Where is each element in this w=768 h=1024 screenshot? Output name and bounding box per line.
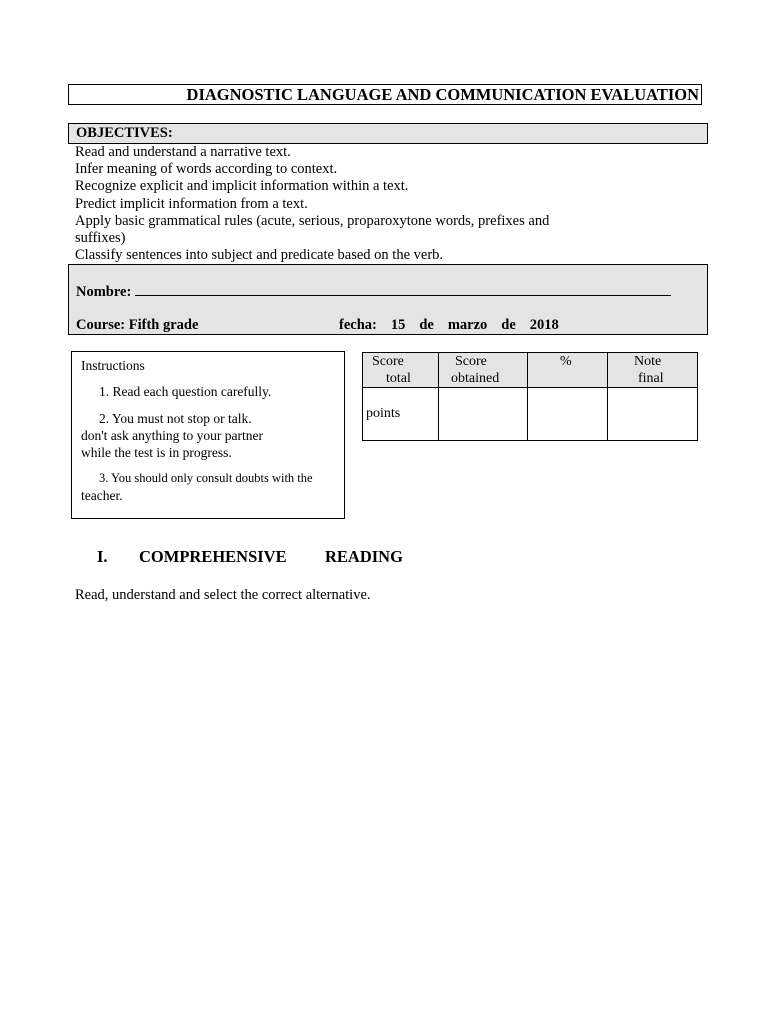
student-info-box: [68, 264, 708, 335]
instruction-item: don't ask anything to your partner: [81, 428, 264, 443]
score-header-row: [363, 353, 698, 388]
objective-item: Classify sentences into subject and predicate based on the verb.: [75, 247, 444, 264]
instruction-item: 3. You should only consult doubts with the: [99, 471, 313, 485]
date-day: 15: [390, 317, 406, 333]
date-year: 2018: [529, 317, 559, 333]
score-obtained-cell[interactable]: [439, 388, 528, 441]
points-cell: points: [363, 388, 439, 441]
instruction-item: 1. Read each question carefully.: [99, 384, 272, 399]
header-note-final: Note final: [608, 353, 698, 388]
section-word: READING: [325, 547, 403, 566]
section-word: COMPREHENSIVE: [139, 547, 287, 566]
header-percent: %: [528, 353, 608, 388]
objective-item: Recognize explicit and implicit information within a text.: [75, 178, 409, 195]
score-table: [362, 352, 698, 441]
objective-item: suffixes): [75, 230, 126, 247]
date-de: de: [501, 317, 516, 333]
objective-item: Apply basic grammatical rules (acute, serious, proparoxytone words, prefixes and: [75, 212, 550, 229]
name-row: [76, 283, 671, 301]
name-field[interactable]: [135, 283, 671, 296]
section-instruction: Read, understand and select the correct alternative.: [75, 587, 371, 603]
course-label: Course: Fifth grade: [76, 317, 199, 333]
objectives-heading: OBJECTIVES:: [68, 123, 708, 144]
note-final-cell[interactable]: [608, 388, 698, 441]
date-de: de: [419, 317, 434, 333]
instruction-item: while the test is in progress.: [81, 445, 232, 460]
objectives-list: [75, 144, 595, 264]
objective-item: Infer meaning of words according to context.: [75, 161, 338, 178]
header-score-obtained: Score obtained: [439, 353, 528, 388]
instructions-heading: Instructions: [81, 358, 145, 373]
instruction-item: 2. You must not stop or talk.: [99, 411, 252, 426]
score-body-row: [363, 388, 698, 441]
header-score-total: Score total: [363, 353, 439, 388]
date-row: [339, 317, 573, 334]
name-label: Nombre:: [76, 284, 132, 300]
date-month: marzo: [447, 317, 488, 333]
instruction-item: teacher.: [81, 488, 123, 503]
document-title: DIAGNOSTIC LANGUAGE AND COMMUNICATION EVALUATION: [68, 84, 702, 105]
date-label: fecha:: [339, 317, 377, 333]
objective-item: Predict implicit information from a text.: [75, 195, 308, 212]
instructions-box: [71, 351, 345, 519]
percent-cell[interactable]: [528, 388, 608, 441]
objective-item: Read and understand a narrative text.: [75, 144, 291, 160]
section-heading: [97, 547, 403, 567]
section-number: I.: [97, 547, 108, 566]
